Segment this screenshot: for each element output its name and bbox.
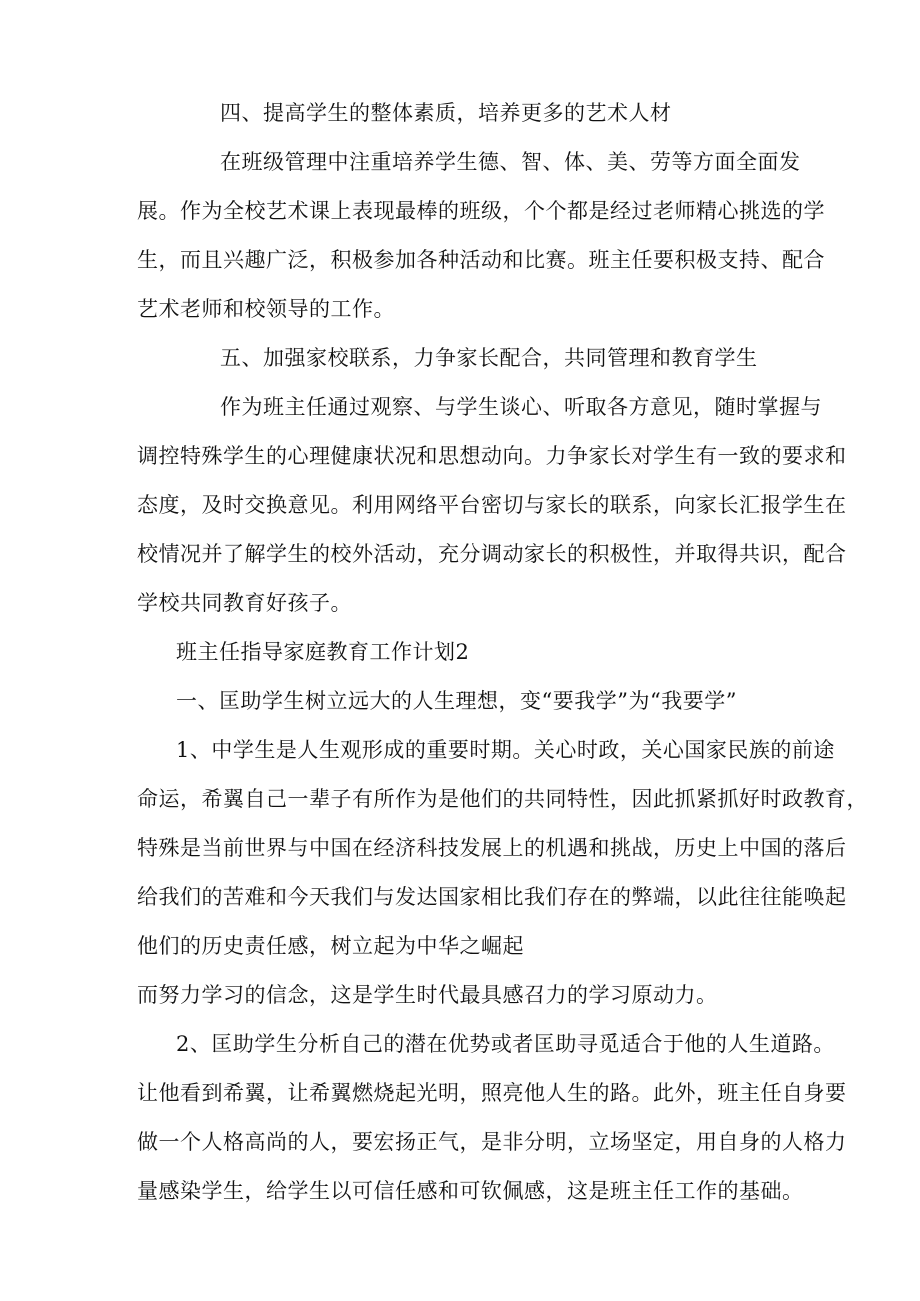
plan-2-para-1-line-3: 特殊是当前世界与中国在经济科技发展上的机遇和挑战，历史上中国的落后 <box>137 836 847 860</box>
section-5-line-5: 学校共同教育好孩子。 <box>137 591 352 615</box>
section-5-line-2: 调控特殊学生的心理健康状况和思想动向。力争家长对学生有一致的要求和 <box>137 444 847 468</box>
plan-2-para-2-line-3: 做一个人格高尚的人，要宏扬正气，是非分明，立场坚定，用自身的人格力 <box>137 1130 847 1154</box>
plan-2-title: 班主任指导家庭教育工作计划2 <box>176 640 470 664</box>
plan-2-para-2-line-2: 让他看到希翼，让希翼燃烧起光明，照亮他人生的路。此外，班主任自身要 <box>137 1081 847 1105</box>
plan-2-para-1-line-4: 给我们的苦难和今天我们与发达国家相比我们存在的弊端，以此往往能唤起 <box>137 885 847 909</box>
section-5-line-1: 作为班主任通过观察、与学生谈心、听取各方意见，随时掌握与 <box>220 395 822 419</box>
section-4-line-3: 生，而且兴趣广泛，积极参加各种活动和比赛。班主任要积极支持、配合 <box>137 248 825 272</box>
section-4-heading: 四、提高学生的整体素质，培养更多的艺术人材 <box>220 101 672 125</box>
plan-2-para-2-line-4: 量感染学生，给学生以可信任感和可钦佩感，这是班主任工作的基础。 <box>137 1179 804 1203</box>
plan-2-para-1-line-1: 1、中学生是人生观形成的重要时期。关心时政，关心国家民族的前途 <box>176 738 835 762</box>
plan-2-para-1-line-5: 他们的历史责任感，树立起为中华之崛起 <box>137 934 524 958</box>
plan-2-item-1-heading: 一、匡助学生树立远大的人生理想，变“要我学”为“我要学” <box>176 689 737 713</box>
section-4-line-4: 艺术老师和校领导的工作。 <box>137 297 395 321</box>
section-5-line-4: 校情况并了解学生的校外活动，充分调动家长的积极性，并取得共识，配合 <box>137 542 847 566</box>
plan-2-para-1-line-6: 而努力学习的信念，这是学生时代最具感召力的学习原动力。 <box>137 983 718 1007</box>
section-5-line-3: 态度，及时交换意见。利用网络平台密切与家长的联系，向家长汇报学生在 <box>137 493 847 517</box>
plan-2-para-1-line-2: 命运，希翼自己一辈子有所作为是他们的共同特性，因此抓紧抓好时政教育， <box>137 787 868 811</box>
section-4-line-2: 展。作为全校艺术课上表现最棒的班级，个个都是经过老师精心挑选的学 <box>137 199 825 223</box>
section-4-line-1: 在班级管理中注重培养学生德、智、体、美、劳等方面全面发 <box>220 150 801 174</box>
plan-2-para-2-line-1: 2、匡助学生分析自己的潜在优势或者匡助寻觅适合于他的人生道路。 <box>176 1032 835 1056</box>
section-5-heading: 五、加强家校联系，力争家长配合，共同管理和教育学生 <box>220 346 758 370</box>
